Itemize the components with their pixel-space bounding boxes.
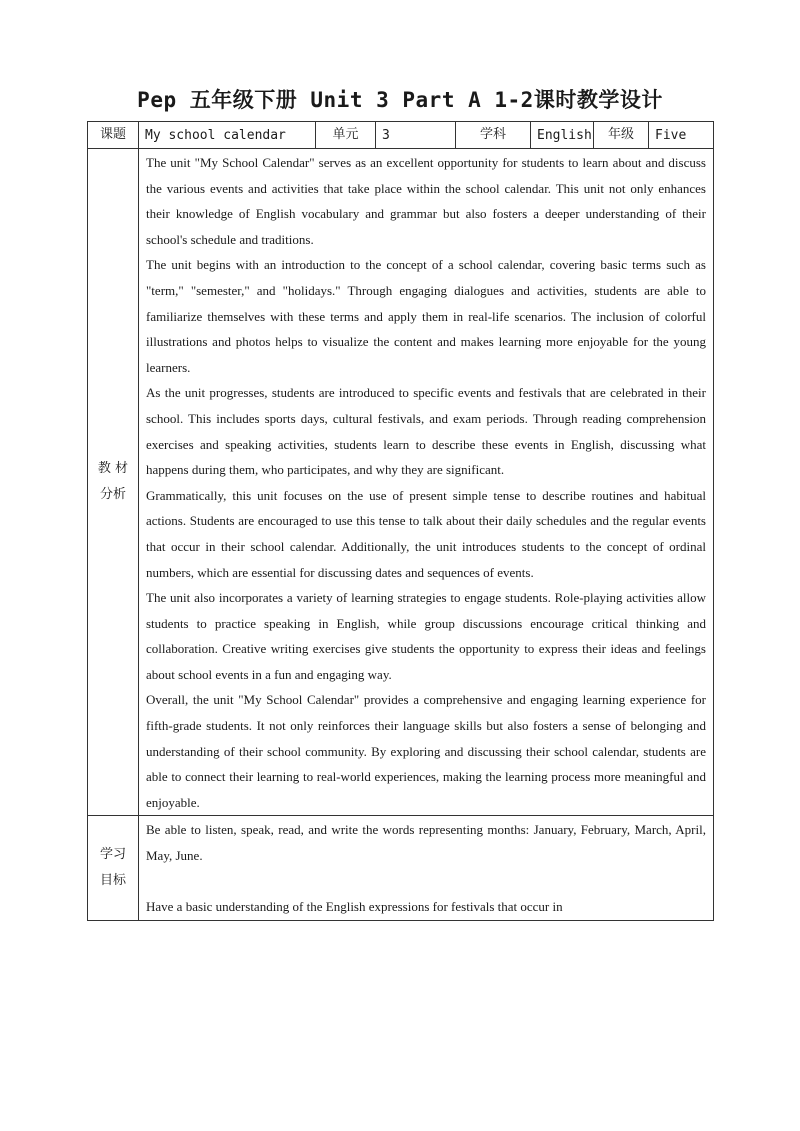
grade-label: 年级 — [594, 122, 649, 149]
objective-item: Be able to listen, speak, read, and write the words representing months: January, February, March, April, May, June. — [146, 822, 706, 864]
analysis-paragraph: Overall, the unit "My School Calendar" provides a comprehensive and engaging learning experience for fifth-grade students. It not only reinforces their language skills but also fosters a sense of belonging and understanding of their school community. By exploring and discussing their school calendar, students are able to connect their learning to real-world experiences, making the learning process more meaningful and enjoyable. — [146, 692, 706, 810]
topic-label: 课题 — [88, 122, 139, 149]
analysis-label — [88, 149, 139, 816]
objectives-content — [139, 816, 714, 920]
analysis-label-line1: 教 材 — [97, 461, 129, 477]
analysis-paragraph: As the unit progresses, students are introduced to specific events and festivals that are celebrated in their school. This includes sports days, cultural festivals, and exam periods. Through reading comprehension exercises and speaking activities, students learn to describe these events in English, discussing what happens during them, who participates, and why they are significant. — [146, 385, 706, 478]
unit-label: 单元 — [316, 122, 376, 149]
subject-value: English — [531, 122, 594, 149]
objective-item: Have a basic understanding of the English expressions for festivals that occur in — [146, 899, 563, 915]
lesson-plan-table — [87, 121, 714, 921]
analysis-label-line2: 分析 — [99, 487, 126, 503]
topic-value: My school calendar — [139, 122, 316, 149]
objectives-spacer — [146, 869, 706, 895]
objectives-row — [88, 816, 714, 920]
analysis-paragraph: The unit "My School Calendar" serves as an excellent opportunity for students to learn about and discuss the various events and activities that take place within the school calendar. This unit not only enhances their knowledge of English vocabulary and grammar but also fosters a deeper understanding of their school's schedule and traditions. — [146, 155, 706, 247]
analysis-paragraph: The unit begins with an introduction to the concept of a school calendar, covering basic terms such as "term," "semester," and "holidays." Through engaging dialogues and activities, students are able to familiarize themselves with these terms and apply them in real-life scenarios. The inclusion of colorful illustrations and photos helps to visualize the content and makes learning more enjoyable for the young learners. — [146, 257, 706, 375]
objectives-label-line2: 目标 — [99, 873, 126, 889]
document-title: Pep 五年级下册 Unit 3 Part A 1-2课时教学设计 — [137, 88, 663, 112]
objectives-label-line1: 学习 — [99, 847, 126, 863]
analysis-paragraph: Grammatically, this unit focuses on the use of present simple tense to describe routines and habitual actions. Students are encouraged to use this tense to talk about their daily schedules and the regular events that occur in their school calendar. Additionally, the unit introduces students to the concept of ordinal numbers, which are essential for discussing dates and sequences of events. — [146, 487, 706, 580]
grade-value: Five — [649, 122, 714, 149]
analysis-content — [139, 149, 714, 816]
analysis-paragraph: The unit also incorporates a variety of learning strategies to engage students. Role-playing activities allow students to practice speaking in English, while group discussions encourage critical thinking and collaboration. Creative writing exercises give students the opportunity to express their ideas and feelings about school events in a fun and engaging way. — [146, 590, 706, 682]
subject-label: 学科 — [456, 122, 531, 149]
objectives-label — [88, 816, 139, 920]
header-row — [88, 122, 714, 149]
analysis-row — [88, 149, 714, 816]
unit-value: 3 — [376, 122, 456, 149]
